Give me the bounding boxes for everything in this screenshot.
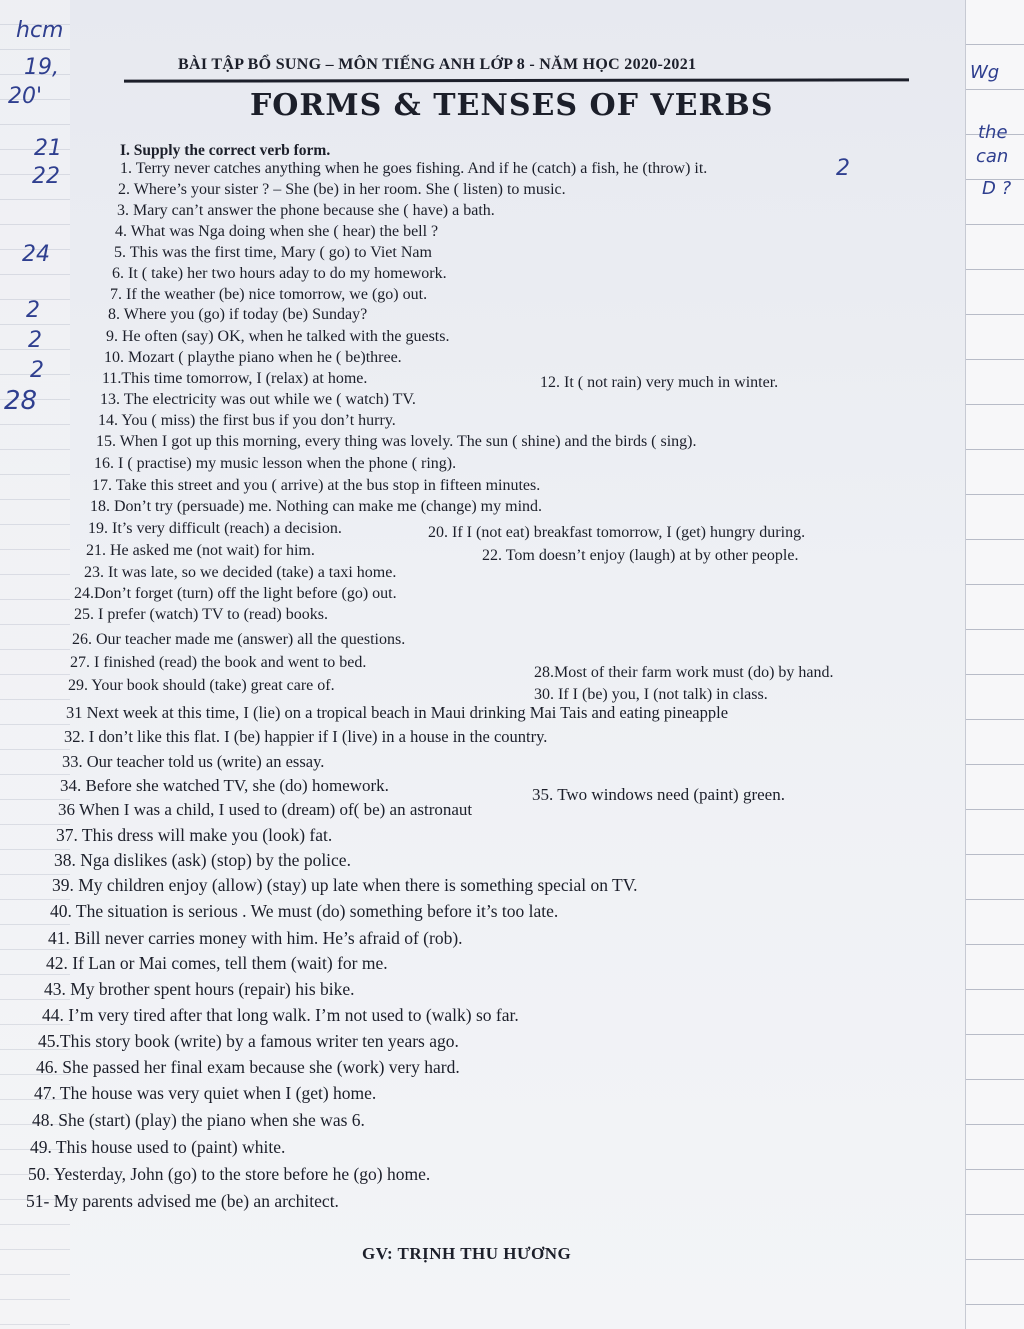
question-item: 32. I don’t like this flat. I (be) happier if I (live) in a house in the country.	[64, 727, 548, 746]
question-item: 23. It was late, so we decided (take) a taxi home.	[84, 564, 397, 581]
right-notebook-edge	[965, 0, 1024, 1329]
question-item: 24.Don’t forget (turn) off the light before (go) out.	[74, 585, 397, 602]
question-item: 44. I’m very tired after that long walk. I’m not used to (walk) so far.	[42, 1005, 519, 1025]
question-item: 18. Don’t try (persuade) me. Nothing can make me (change) my mind.	[90, 498, 543, 515]
handwritten-note: Wg	[970, 62, 1000, 83]
question-item: 15. When I got up this morning, every thing was lovely. The sun ( shine) and the birds ( sing).	[96, 433, 697, 450]
question-item: 26. Our teacher made me (answer) all the questions.	[72, 631, 406, 648]
question-item: 48. She (start) (play) the piano when she was 6.	[32, 1110, 365, 1130]
question-item: 13. The electricity was out while we ( watch) TV.	[100, 391, 416, 408]
question-item: 38. Nga dislikes (ask) (stop) by the police.	[54, 850, 351, 870]
handwritten-note: D ?	[982, 178, 1012, 199]
question-item: 7. If the weather (be) nice tomorrow, we (go) out.	[110, 286, 428, 303]
question-item: 29. Your book should (take) great care of.	[68, 677, 335, 694]
course-header: BÀI TẬP BỔ SUNG – MÔN TIẾNG ANH LỚP 8 - NĂM HỌC 2020-2021	[178, 56, 697, 73]
question-item: 21. He asked me (not wait) for him.	[86, 542, 315, 559]
handwritten-note: hcm	[16, 18, 64, 43]
question-item: 20. If I (not eat) breakfast tomorrow, I (get) hungry during.	[428, 524, 806, 541]
question-item: 31 Next week at this time, I (lie) on a tropical beach in Maui drinking Mai Tais and eating pineapple	[66, 703, 729, 722]
question-item: 1. Terry never catches anything when he goes fishing. And if he (catch) a fish, he (throw) it.	[120, 160, 708, 177]
question-item: 25. I prefer (watch) TV to (read) books.	[74, 606, 328, 623]
handwritten-mark: 2	[836, 156, 850, 181]
question-item: 10. Mozart ( playthe piano when he ( be)three.	[104, 349, 402, 366]
question-item: 28.Most of their farm work must (do) by hand.	[534, 664, 834, 681]
question-item: 42. If Lan or Mai comes, tell them (wait) for me.	[46, 953, 388, 973]
question-item: 35. Two windows need (paint) green.	[532, 785, 785, 804]
question-item: 22. Tom doesn’t enjoy (laugh) at by other people.	[482, 547, 799, 564]
question-item: 17. Take this street and you ( arrive) at the bus stop in fifteen minutes.	[92, 477, 541, 494]
question-item: 4. What was Nga doing when she ( hear) the bell ?	[115, 223, 439, 240]
question-item: 3. Mary can’t answer the phone because she ( have) a bath.	[117, 202, 495, 219]
question-item: 9. He often (say) OK, when he talked with the guests.	[106, 328, 450, 345]
question-item: 19. It’s very difficult (reach) a decision.	[88, 520, 342, 537]
question-item: 39. My children enjoy (allow) (stay) up late when there is something special on TV.	[52, 875, 638, 895]
handwritten-note: 20'	[8, 84, 43, 109]
question-item: 30. If I (be) you, I (not talk) in class.	[534, 686, 768, 703]
page-title: FORMS & TENSES OF VERBS	[250, 88, 774, 123]
question-item: 33. Our teacher told us (write) an essay.	[62, 752, 325, 771]
question-item: 8. Where you (go) if today (be) Sunday?	[108, 306, 368, 323]
handwritten-note: 2	[28, 328, 42, 353]
question-item: 41. Bill never carries money with him. He’s afraid of (rob).	[48, 928, 463, 948]
handwritten-note: 2	[30, 358, 44, 383]
question-item: 49. This house used to (paint) white.	[30, 1137, 286, 1157]
question-item: 5. This was the first time, Mary ( go) to Viet Nam	[114, 244, 432, 261]
question-item: 6. It ( take) her two hours aday to do my homework.	[112, 265, 447, 282]
section-heading: I. Supply the correct verb form.	[120, 142, 331, 159]
question-item: 50. Yesterday, John (go) to the store before he (go) home.	[28, 1164, 431, 1184]
question-item: 51- My parents advised me (be) an architect.	[26, 1191, 339, 1211]
handwritten-note: the	[978, 122, 1008, 143]
question-item: 34. Before she watched TV, she (do) homework.	[60, 776, 389, 795]
question-item: 36 When I was a child, I used to (dream) of( be) an astronaut	[58, 800, 473, 819]
question-item: 40. The situation is serious . We must (do) something before it’s too late.	[50, 901, 559, 921]
question-item: 2. Where’s your sister ? – She (be) in her room. She ( listen) to music.	[118, 181, 566, 198]
question-item: 14. You ( miss) the first bus if you don’t hurry.	[98, 412, 396, 429]
question-item: 37. This dress will make you (look) fat.	[56, 825, 333, 845]
handwritten-note: 2	[26, 298, 40, 323]
question-item: 27. I finished (read) the book and went to bed.	[70, 654, 367, 671]
handwritten-note: 19,	[24, 55, 59, 80]
question-item: 11.This time tomorrow, I (relax) at home.	[102, 370, 368, 387]
question-item: 43. My brother spent hours (repair) his bike.	[44, 979, 355, 999]
handwritten-note: 28	[4, 386, 38, 416]
handwritten-note: 21	[34, 136, 62, 161]
question-item: 45.This story book (write) by a famous writer ten years ago.	[38, 1031, 459, 1051]
question-item: 46. She passed her final exam because she (work) very hard.	[36, 1057, 460, 1077]
handwritten-note: 24	[22, 242, 50, 267]
header-divider	[124, 78, 909, 82]
question-item: 16. I ( practise) my music lesson when the phone ( ring).	[94, 455, 457, 472]
question-item: 47. The house was very quiet when I (get) home.	[34, 1083, 377, 1103]
question-item: 12. It ( not rain) very much in winter.	[540, 374, 779, 391]
handwritten-note: can	[976, 146, 1009, 167]
handwritten-note: 22	[32, 164, 60, 189]
teacher-signature: GV: TRỊNH THU HƯƠNG	[362, 1244, 572, 1263]
